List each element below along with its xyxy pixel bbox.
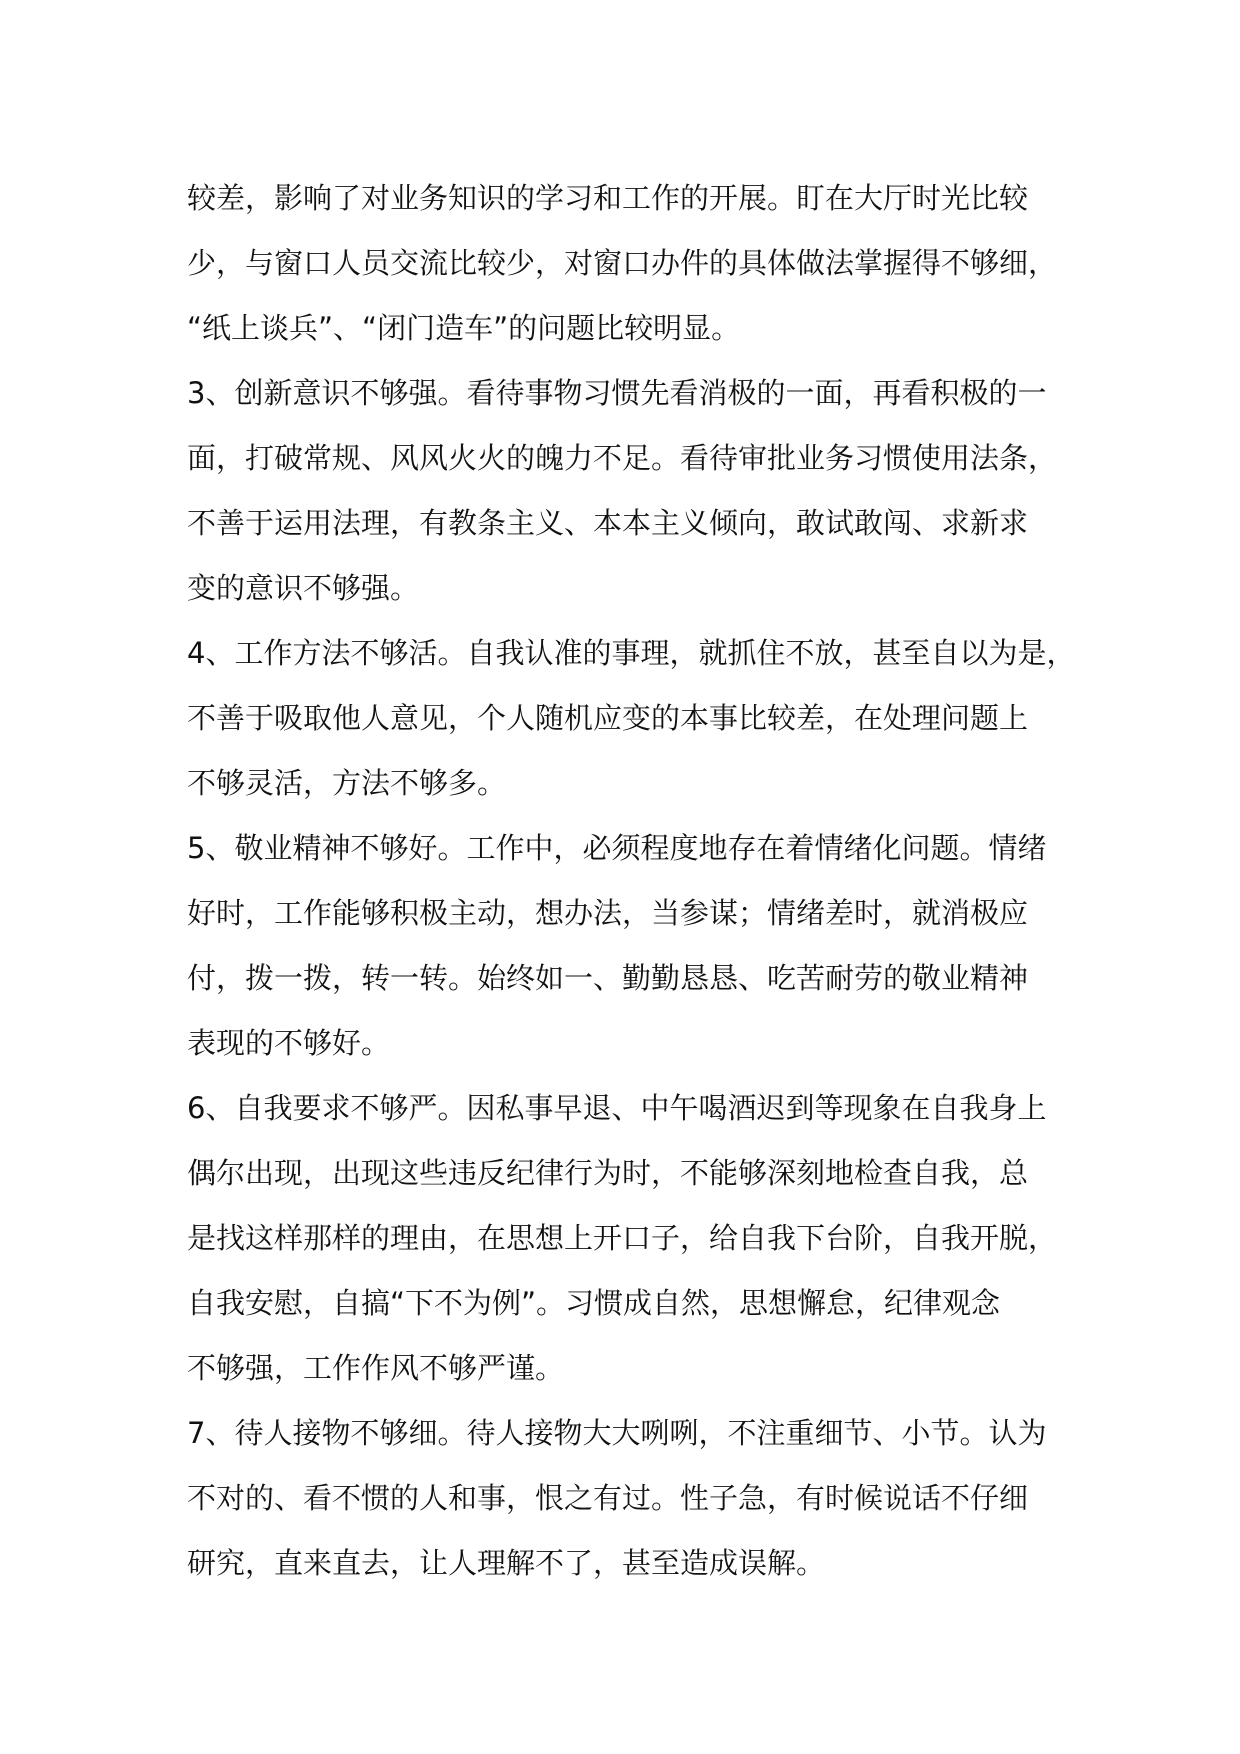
- text-line: 6、自我要求不够严。因私事早退、中午喝酒迟到等现象在自我身上: [187, 1091, 1047, 1125]
- text-line: 表现的不够好。: [187, 1026, 391, 1060]
- text-line: 变的意识不够强。: [187, 571, 420, 605]
- text-line: 4、工作方法不够活。自我认准的事理，就抓住不放，甚至自以为是，: [187, 636, 1076, 670]
- text-line: 3、创新意识不够强。看待事物习惯先看消极的一面，再看积极的一: [187, 376, 1047, 410]
- text-line: 研究，直来直去，让人理解不了，甚至造成误解。: [187, 1546, 826, 1580]
- text-line: 好时，工作能够积极主动，想办法，当参谋；情绪差时，就消极应: [187, 896, 1029, 930]
- text-line: 付，拨一拨，转一转。始终如一、勤勤恳恳、吃苦耐劳的敬业精神: [187, 961, 1029, 995]
- text-line: 自我安慰，自搞“下不为例”。习惯成自然，思想懈怠，纪律观念: [187, 1286, 1001, 1320]
- text-line: 不对的、看不惯的人和事，恨之有过。性子急，有时候说话不仔细: [187, 1481, 1029, 1515]
- text-line: 不善于吸取他人意见，个人随机应变的本事比较差，在处理问题上: [187, 701, 1029, 735]
- text-line: “纸上谈兵”、“闭门造车”的问题比较明显。: [187, 311, 741, 345]
- document-body: [187, 166, 1087, 1596]
- text-line: 5、敬业精神不够好。工作中，必须程度地存在着情绪化问题。情绪: [187, 831, 1047, 865]
- text-line: 少，与窗口人员交流比较少，对窗口办件的具体做法掌握得不够细，: [187, 246, 1058, 280]
- text-line: 较差，影响了对业务知识的学习和工作的开展。盯在大厅时光比较: [187, 181, 1029, 215]
- text-line: 不善于运用法理，有教条主义、本本主义倾向，敢试敢闯、求新求: [187, 506, 1029, 540]
- text-line: 不够强，工作作风不够严谨。: [187, 1351, 565, 1385]
- text-line: 偶尔出现，出现这些违反纪律行为时，不能够深刻地检查自我，总: [187, 1156, 1029, 1190]
- text-line: 是找这样那样的理由，在思想上开口子，给自我下台阶，自我开脱，: [187, 1221, 1058, 1255]
- text-line: 面，打破常规、风风火火的魄力不足。看待审批业务习惯使用法条，: [187, 441, 1058, 475]
- text-line: 7、待人接物不够细。待人接物大大咧咧，不注重细节、小节。认为: [187, 1416, 1047, 1450]
- text-line: 不够灵活，方法不够多。: [187, 766, 507, 800]
